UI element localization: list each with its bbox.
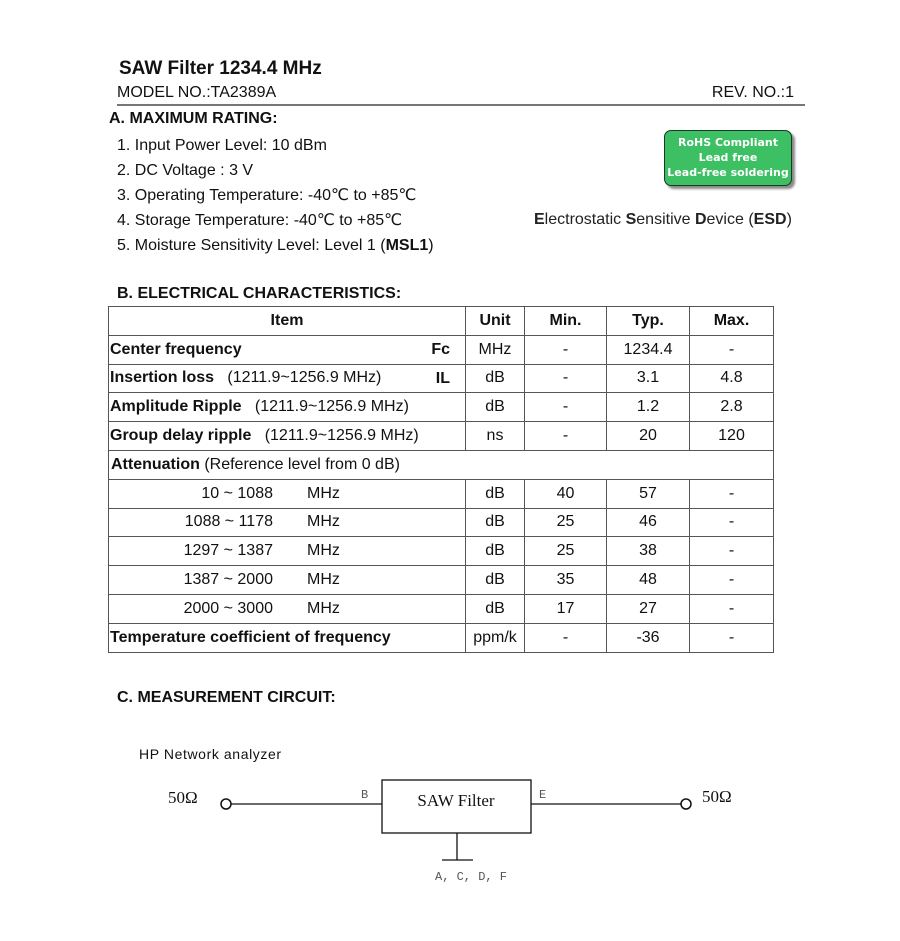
row-item [109,623,466,652]
table-row [109,364,774,393]
msl-label: 5. Moisture Sensitivity Level: Level 1 ( [117,237,386,254]
rohs-badge [664,130,792,186]
range-value: 1297 ~ 1387 [183,542,273,560]
attenuation-range [109,566,466,595]
range-value: 2000 ~ 3000 [183,599,273,617]
row-min: 35 [525,566,607,595]
section-b-heading: B. ELECTRICAL CHARACTERISTICS: [117,285,402,302]
row-min: - [525,623,607,652]
table-row [109,479,774,508]
range-unit: MHz [307,571,340,589]
row-min: - [525,335,607,364]
row-max: 120 [690,422,774,451]
row-unit: dB [466,479,525,508]
rating-storage-temp: 4. Storage Temperature: -40℃ to +85℃ [117,212,403,229]
item-name: Group delay ripple [110,427,252,445]
range-value: 10 ~ 1088 [201,484,273,502]
row-unit: MHz [466,335,525,364]
rohs-line-2: Lead free [698,151,758,164]
table-row [109,623,774,652]
row-min: 17 [525,594,607,623]
left-impedance-label: 50Ω [168,788,198,807]
row-max: - [690,623,774,652]
row-typ: 3.1 [607,364,690,393]
attenuation-note: (Reference level from 0 dB) [199,455,400,473]
col-unit: Unit [466,307,525,336]
msl-close: ) [428,237,434,254]
item-symbol: IL [435,369,450,387]
row-max: - [690,537,774,566]
row-unit: dB [466,393,525,422]
row-max: - [690,479,774,508]
saw-filter-label: SAW Filter [417,791,495,810]
section-c-heading: C. MEASUREMENT CIRCUIT: [117,689,336,706]
row-max: - [690,335,774,364]
attenuation-label [109,450,774,479]
col-max: Max. [690,307,774,336]
revision-number: REV. NO.:1 [711,84,794,101]
document-title: SAW Filter 1234.4 MHz [119,58,322,79]
row-max: 2.8 [690,393,774,422]
table-row [109,537,774,566]
ground-pins-label: A, C, D, F [435,870,508,884]
table-header-row [109,307,774,336]
row-min: 25 [525,537,607,566]
table-row [109,422,774,451]
esd-word-3: evice ( [706,211,754,228]
right-terminal-icon [681,799,691,809]
rating-msl [117,233,434,258]
range-unit: MHz [307,599,340,617]
row-item [109,393,466,422]
range-value: 1088 ~ 1178 [184,513,273,531]
rohs-line-1: RoHS Compliant [677,136,778,149]
msl-value: MSL1 [385,237,429,254]
row-unit: ns [466,422,525,451]
row-max: - [690,508,774,537]
table-row [109,566,774,595]
item-name: Center frequency [110,340,242,358]
row-max: - [690,594,774,623]
esd-abbrev: ESD [753,211,787,228]
row-typ: 57 [607,479,690,508]
right-impedance-label: 50Ω [702,787,732,806]
row-typ: 1.2 [607,393,690,422]
row-typ: 38 [607,537,690,566]
item-condition: (1211.9~1256.9 MHz) [241,398,409,416]
item-name: Amplitude Ripple [110,398,242,416]
esd-label [534,211,792,229]
left-terminal-icon [221,799,231,809]
col-min: Min. [525,307,607,336]
attenuation-range [109,508,466,537]
row-unit: dB [466,508,525,537]
item-name: Temperature coefficient of frequency [110,628,391,646]
item-condition: (1211.9~1256.9 MHz) [251,427,419,445]
output-pin-label: E [539,788,547,802]
range-unit: MHz [307,542,340,560]
row-item [109,364,466,393]
rating-input-power: 1. Input Power Level: 10 dBm [117,137,327,154]
row-item [109,422,466,451]
electrical-characteristics-table [108,306,774,653]
item-condition: (1211.9~1256.9 MHz) [214,369,382,387]
attenuation-range [109,479,466,508]
row-min: 40 [525,479,607,508]
rohs-line-3: Lead-free soldering [667,166,789,179]
esd-word-1: lectrostatic [544,211,626,228]
max-rating-list [117,133,434,258]
row-unit: dB [466,364,525,393]
attenuation-header-row [109,450,774,479]
attenuation-range [109,537,466,566]
range-unit: MHz [307,484,340,502]
row-min: 25 [525,508,607,537]
row-max: - [690,566,774,595]
attenuation-title: Attenuation [111,455,200,473]
item-symbol: Fc [431,340,450,358]
row-min: - [525,393,607,422]
item-name: Insertion loss [110,369,215,387]
table-row [109,508,774,537]
row-typ: 27 [607,594,690,623]
col-item: Item [109,307,466,336]
row-typ: 20 [607,422,690,451]
range-unit: MHz [307,513,340,531]
rating-dc-voltage: 2. DC Voltage : 3 V [117,162,254,179]
instrument-label: HP Network analyzer [139,746,282,762]
attenuation-range [109,594,466,623]
rating-operating-temp: 3. Operating Temperature: -40℃ to +85℃ [117,187,417,204]
row-max: 4.8 [690,364,774,393]
row-min: - [525,364,607,393]
row-typ: 46 [607,508,690,537]
esd-letter-e: E [534,211,545,228]
table-row [109,594,774,623]
col-typ: Typ. [607,307,690,336]
input-pin-label: B [361,788,369,802]
table-row [109,335,774,364]
table-row [109,393,774,422]
esd-letter-d: D [694,211,707,228]
row-unit: dB [466,594,525,623]
model-number: MODEL NO.:TA2389A [117,84,277,101]
measurement-circuit-diagram [0,760,900,900]
esd-letter-s: S [625,211,637,228]
row-unit: dB [466,537,525,566]
row-typ: 1234.4 [607,335,690,364]
row-typ: -36 [607,623,690,652]
row-unit: dB [466,566,525,595]
row-unit: ppm/k [466,623,525,652]
range-value: 1387 ~ 2000 [183,571,273,589]
esd-word-2: ensitive [636,211,695,228]
header-divider [117,104,805,106]
esd-close: ) [786,211,792,228]
row-min: - [525,422,607,451]
row-typ: 48 [607,566,690,595]
section-a-heading: A. MAXIMUM RATING: [109,110,278,127]
row-item [109,335,466,364]
